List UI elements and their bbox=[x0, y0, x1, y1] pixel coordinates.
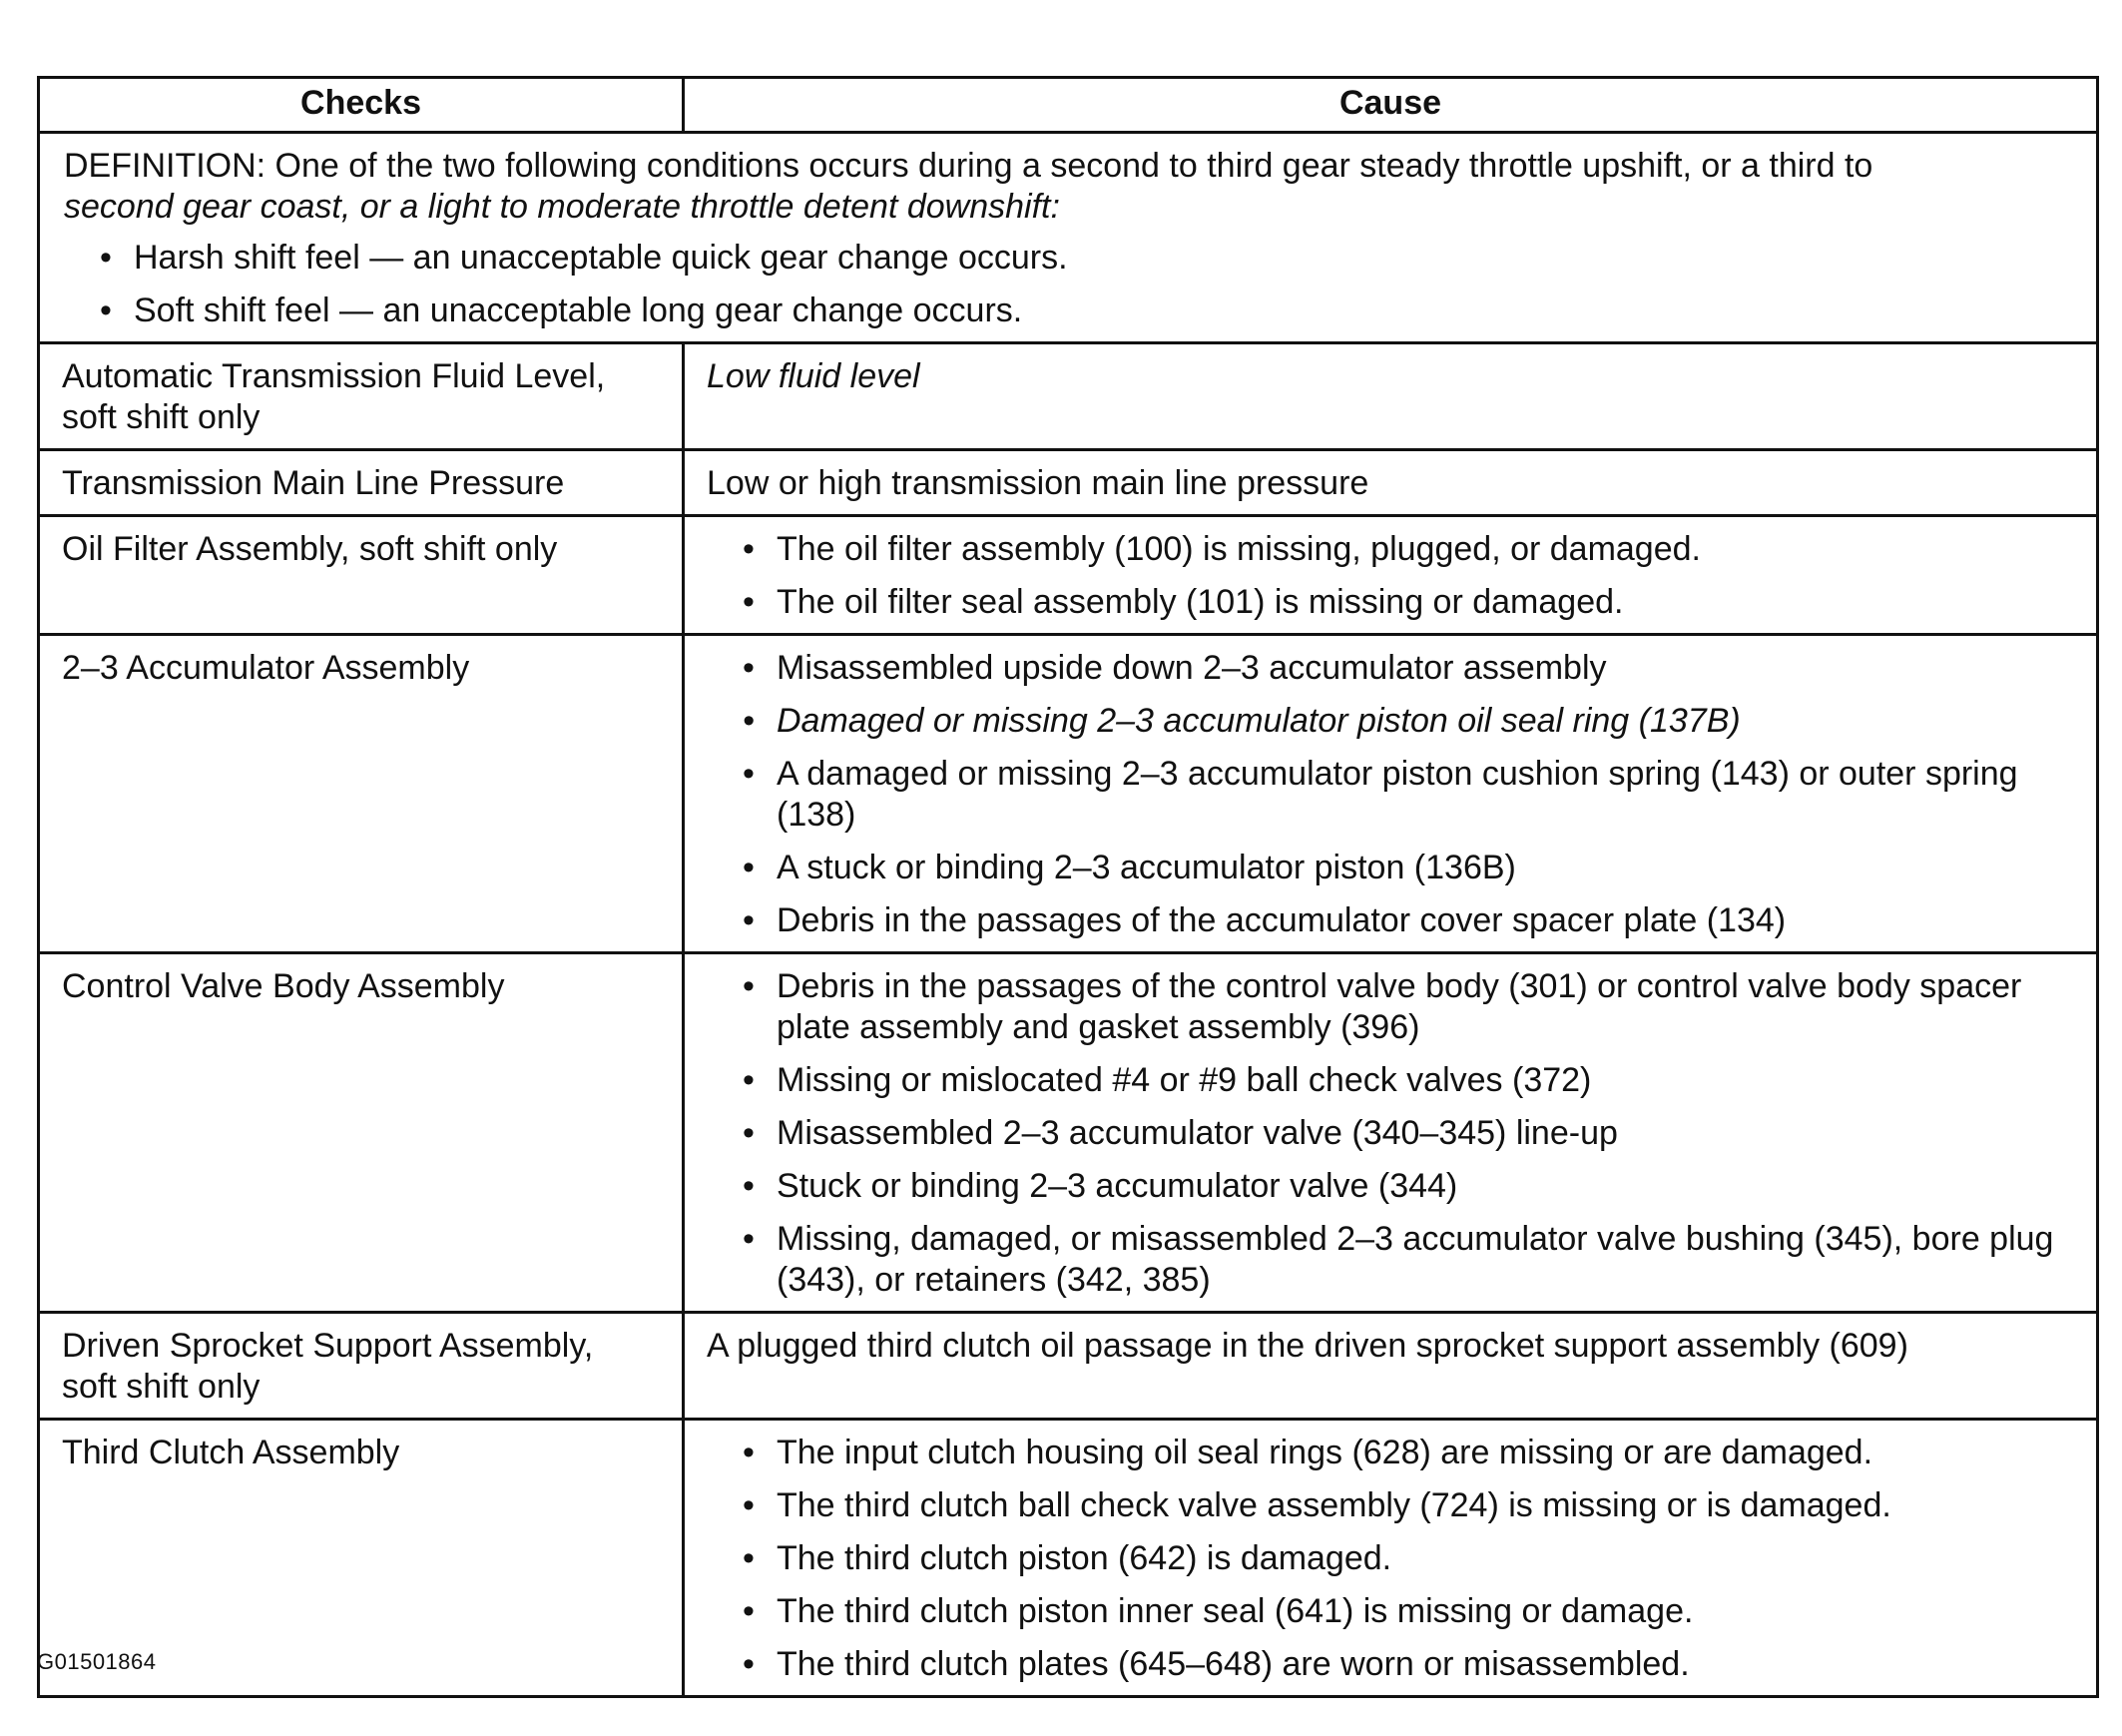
figure-id: G01501864 bbox=[37, 1649, 157, 1674]
definition-bullets bbox=[64, 238, 2072, 331]
cause-item: • The third clutch ball check valve assembly (724) is missing or is damaged. bbox=[743, 1485, 2074, 1526]
cause-list bbox=[707, 1433, 2074, 1685]
cause-item: • Missing or mislocated #4 or #9 ball check valves (372) bbox=[743, 1060, 2074, 1101]
cause-item: • The oil filter assembly (100) is missing, plugged, or damaged. bbox=[743, 529, 2074, 570]
table-row bbox=[39, 1313, 2098, 1420]
cause-item: • The input clutch housing oil seal rings (628) are missing or are damaged. bbox=[743, 1433, 2074, 1473]
column-header-checks: Checks bbox=[39, 78, 684, 133]
cause-cell: Low or high transmission main line pressure bbox=[684, 450, 2098, 516]
check-cell: Control Valve Body Assembly bbox=[39, 953, 684, 1313]
cause-cell bbox=[684, 635, 2098, 953]
definition-bullet: • Soft shift feel — an unacceptable long gear change occurs. bbox=[100, 290, 2072, 331]
check-cell: Automatic Transmission Fluid Level, soft shift only bbox=[39, 343, 684, 450]
cause-list bbox=[707, 966, 2074, 1301]
table-header-row bbox=[39, 78, 2098, 133]
cause-item: • Debris in the passages of the accumulator cover spacer plate (134) bbox=[743, 900, 2074, 941]
cause-cell: A plugged third clutch oil passage in the driven sprocket support assembly (609) bbox=[684, 1313, 2098, 1420]
cause-item: • The third clutch piston inner seal (641) is missing or damage. bbox=[743, 1591, 2074, 1632]
table-row bbox=[39, 635, 2098, 953]
cause-item: • Missing, damaged, or misassembled 2–3 accumulator valve bushing (345), bore plug (343), or retainers (342, 385) bbox=[743, 1219, 2074, 1301]
cause-cell bbox=[684, 516, 2098, 635]
cause-item: • The oil filter seal assembly (101) is missing or damaged. bbox=[743, 582, 2074, 623]
column-header-cause: Cause bbox=[684, 78, 2098, 133]
cause-cell bbox=[684, 953, 2098, 1313]
table-row bbox=[39, 450, 2098, 516]
cause-list bbox=[707, 529, 2074, 623]
table-row bbox=[39, 516, 2098, 635]
cause-item: • Stuck or binding 2–3 accumulator valve (344) bbox=[743, 1166, 2074, 1207]
checks-cause-table bbox=[37, 76, 2099, 1698]
definition-row bbox=[39, 133, 2098, 343]
cause-list bbox=[707, 648, 2074, 941]
cause-item: • A stuck or binding 2–3 accumulator piston (136B) bbox=[743, 848, 2074, 888]
check-cell: Driven Sprocket Support Assembly, soft shift only bbox=[39, 1313, 684, 1420]
check-cell: Transmission Main Line Pressure bbox=[39, 450, 684, 516]
definition-bullet: • Harsh shift feel — an unacceptable quick gear change occurs. bbox=[100, 238, 2072, 279]
definition-line-2: second gear coast, or a light to moderate throttle detent downshift: bbox=[64, 188, 1060, 226]
cause-item: • The third clutch plates (645–648) are worn or misassembled. bbox=[743, 1644, 2074, 1685]
cause-item: • Damaged or missing 2–3 accumulator piston oil seal ring (137B) bbox=[743, 701, 2074, 742]
table-row bbox=[39, 953, 2098, 1313]
check-cell: Third Clutch Assembly bbox=[39, 1420, 684, 1697]
definition-cell bbox=[39, 133, 2098, 343]
cause-item: • The third clutch piston (642) is damaged. bbox=[743, 1538, 2074, 1579]
table-row bbox=[39, 343, 2098, 450]
cause-item: • Misassembled upside down 2–3 accumulator assembly bbox=[743, 648, 2074, 689]
cause-item: • Misassembled 2–3 accumulator valve (340–345) line-up bbox=[743, 1113, 2074, 1154]
definition-line-1: DEFINITION: One of the two following conditions occurs during a second to third gear steady throttle upshift, or a third to bbox=[64, 147, 1873, 185]
check-cell: Oil Filter Assembly, soft shift only bbox=[39, 516, 684, 635]
cause-item: • A damaged or missing 2–3 accumulator piston cushion spring (143) or outer spring (138) bbox=[743, 754, 2074, 836]
cause-cell bbox=[684, 1420, 2098, 1697]
cause-item: • Debris in the passages of the control valve body (301) or control valve body spacer plate assembly and gasket assembly (396) bbox=[743, 966, 2074, 1048]
table-row bbox=[39, 1420, 2098, 1697]
check-cell: 2–3 Accumulator Assembly bbox=[39, 635, 684, 953]
cause-cell: Low fluid level bbox=[684, 343, 2098, 450]
